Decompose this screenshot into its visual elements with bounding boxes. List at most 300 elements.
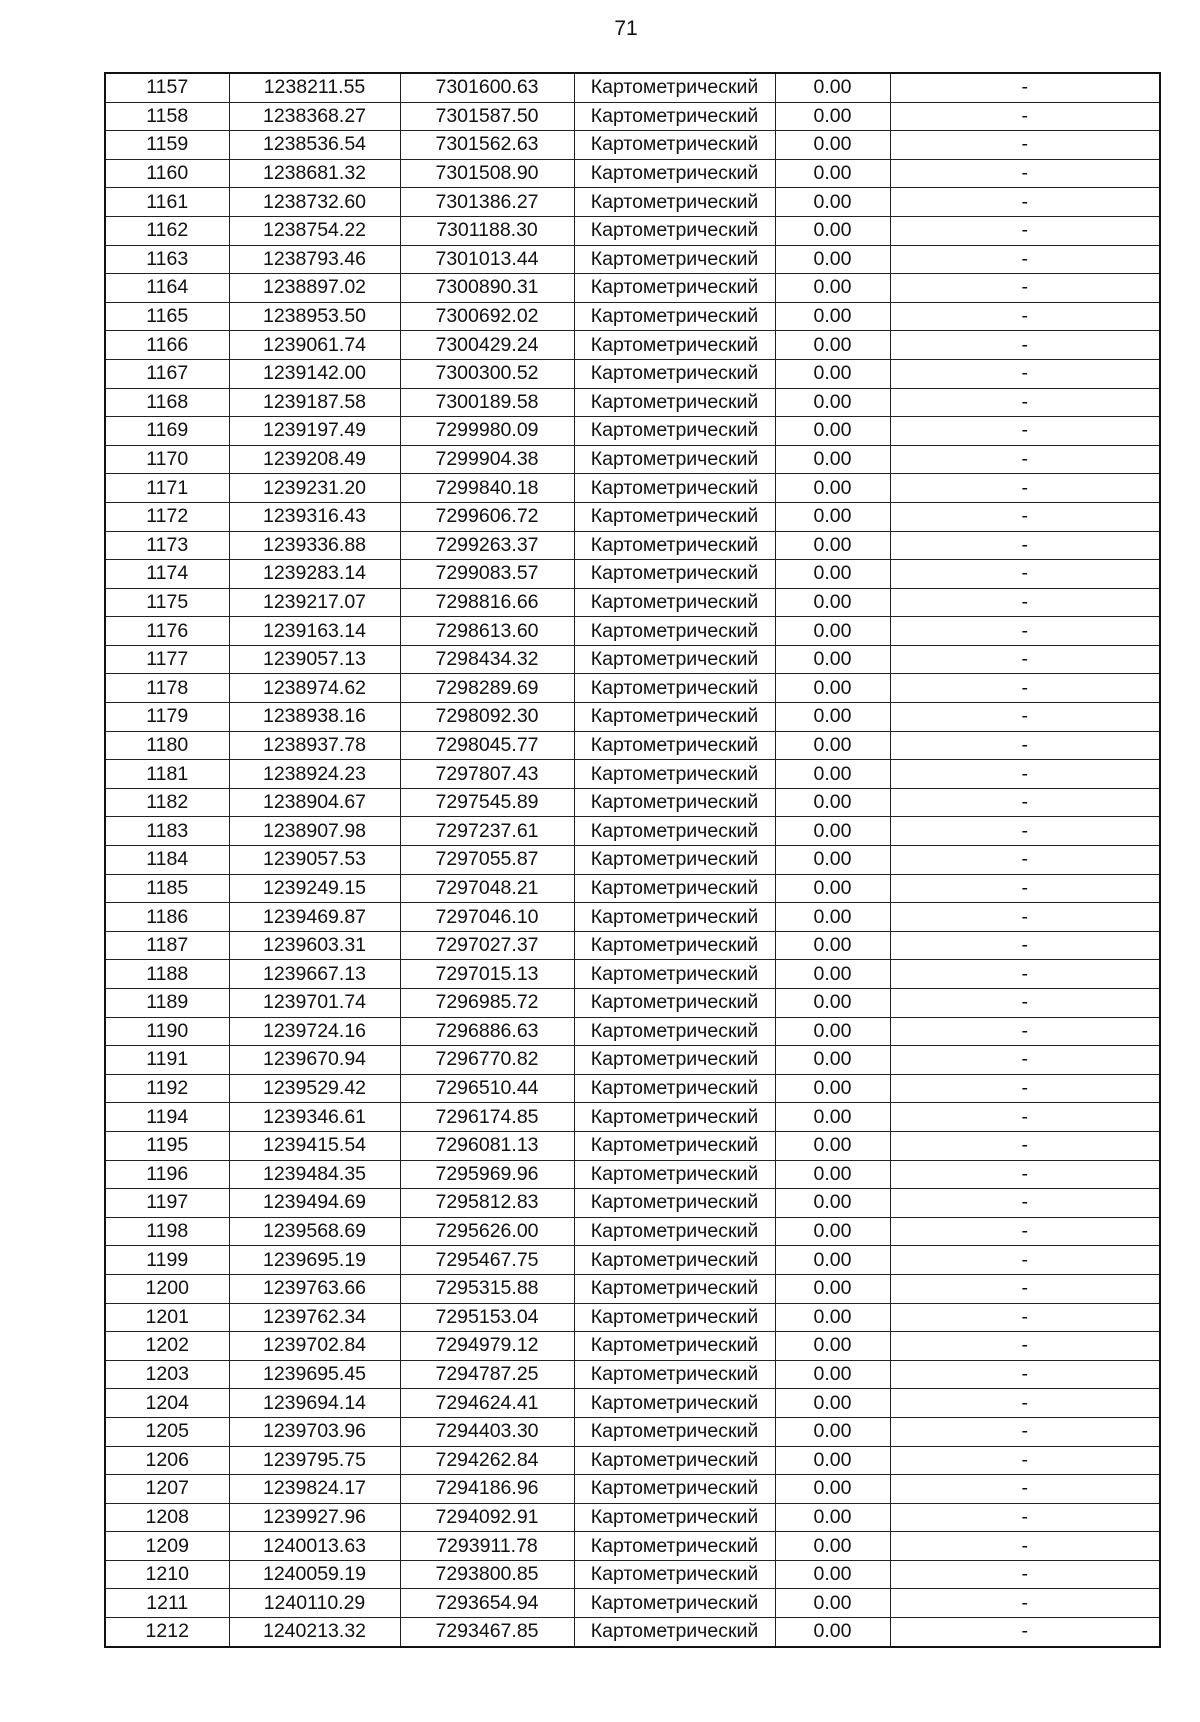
error-cell: 0.00	[775, 960, 890, 989]
y-coordinate-cell: 7293800.85	[400, 1560, 574, 1589]
y-coordinate-cell: 7300890.31	[400, 274, 574, 303]
description-cell: -	[890, 1389, 1160, 1418]
y-coordinate-cell: 7300300.52	[400, 359, 574, 388]
error-cell: 0.00	[775, 131, 890, 160]
method-cell: Картометрический	[574, 560, 775, 589]
table-row	[105, 331, 1160, 360]
point-number-cell: 1181	[105, 760, 229, 789]
point-number-cell: 1176	[105, 617, 229, 646]
x-coordinate-cell: 1239695.19	[229, 1246, 400, 1275]
table-row	[105, 1046, 1160, 1075]
error-cell: 0.00	[775, 531, 890, 560]
point-number-cell: 1169	[105, 417, 229, 446]
table-row	[105, 989, 1160, 1018]
error-cell: 0.00	[775, 245, 890, 274]
method-cell: Картометрический	[574, 1160, 775, 1189]
error-cell: 0.00	[775, 302, 890, 331]
x-coordinate-cell: 1238907.98	[229, 817, 400, 846]
point-number-cell: 1206	[105, 1446, 229, 1475]
method-cell: Картометрический	[574, 1503, 775, 1532]
x-coordinate-cell: 1240013.63	[229, 1532, 400, 1561]
method-cell: Картометрический	[574, 960, 775, 989]
description-cell: -	[890, 1189, 1160, 1218]
method-cell: Картометрический	[574, 474, 775, 503]
method-cell: Картометрический	[574, 1589, 775, 1618]
description-cell: -	[890, 1532, 1160, 1561]
error-cell: 0.00	[775, 1303, 890, 1332]
error-cell: 0.00	[775, 703, 890, 732]
x-coordinate-cell: 1239415.54	[229, 1131, 400, 1160]
error-cell: 0.00	[775, 73, 890, 102]
point-number-cell: 1175	[105, 588, 229, 617]
method-cell: Картометрический	[574, 703, 775, 732]
method-cell: Картометрический	[574, 1417, 775, 1446]
description-cell: -	[890, 1475, 1160, 1504]
x-coordinate-cell: 1238924.23	[229, 760, 400, 789]
table-row	[105, 474, 1160, 503]
error-cell: 0.00	[775, 1618, 890, 1647]
method-cell: Картометрический	[574, 788, 775, 817]
x-coordinate-cell: 1239695.45	[229, 1360, 400, 1389]
x-coordinate-cell: 1240059.19	[229, 1560, 400, 1589]
method-cell: Картометрический	[574, 1131, 775, 1160]
description-cell: -	[890, 588, 1160, 617]
error-cell: 0.00	[775, 1360, 890, 1389]
y-coordinate-cell: 7294262.84	[400, 1446, 574, 1475]
point-number-cell: 1182	[105, 788, 229, 817]
error-cell: 0.00	[775, 1017, 890, 1046]
point-number-cell: 1167	[105, 359, 229, 388]
description-cell: -	[890, 1103, 1160, 1132]
x-coordinate-cell: 1239529.42	[229, 1074, 400, 1103]
error-cell: 0.00	[775, 674, 890, 703]
point-number-cell: 1188	[105, 960, 229, 989]
x-coordinate-cell: 1239197.49	[229, 417, 400, 446]
error-cell: 0.00	[775, 588, 890, 617]
method-cell: Картометрический	[574, 588, 775, 617]
description-cell: -	[890, 245, 1160, 274]
x-coordinate-cell: 1239568.69	[229, 1217, 400, 1246]
x-coordinate-cell: 1238368.27	[229, 102, 400, 131]
method-cell: Картометрический	[574, 131, 775, 160]
table-row	[105, 102, 1160, 131]
x-coordinate-cell: 1239670.94	[229, 1046, 400, 1075]
y-coordinate-cell: 7295315.88	[400, 1274, 574, 1303]
description-cell: -	[890, 1217, 1160, 1246]
x-coordinate-cell: 1238793.46	[229, 245, 400, 274]
table-row	[105, 1446, 1160, 1475]
method-cell: Картометрический	[574, 674, 775, 703]
method-cell: Картометрический	[574, 1274, 775, 1303]
error-cell: 0.00	[775, 216, 890, 245]
error-cell: 0.00	[775, 903, 890, 932]
description-cell: -	[890, 502, 1160, 531]
y-coordinate-cell: 7301386.27	[400, 188, 574, 217]
table-row	[105, 674, 1160, 703]
description-cell: -	[890, 1274, 1160, 1303]
description-cell: -	[890, 474, 1160, 503]
x-coordinate-cell: 1239494.69	[229, 1189, 400, 1218]
y-coordinate-cell: 7294403.30	[400, 1417, 574, 1446]
table-row	[105, 617, 1160, 646]
table-row	[105, 1532, 1160, 1561]
error-cell: 0.00	[775, 1103, 890, 1132]
x-coordinate-cell: 1239824.17	[229, 1475, 400, 1504]
method-cell: Картометрический	[574, 1017, 775, 1046]
table-row	[105, 1332, 1160, 1361]
method-cell: Картометрический	[574, 1532, 775, 1561]
error-cell: 0.00	[775, 502, 890, 531]
point-number-cell: 1196	[105, 1160, 229, 1189]
x-coordinate-cell: 1239603.31	[229, 931, 400, 960]
table-row	[105, 131, 1160, 160]
error-cell: 0.00	[775, 931, 890, 960]
x-coordinate-cell: 1238536.54	[229, 131, 400, 160]
description-cell: -	[890, 788, 1160, 817]
error-cell: 0.00	[775, 388, 890, 417]
x-coordinate-cell: 1238211.55	[229, 73, 400, 102]
description-cell: -	[890, 216, 1160, 245]
method-cell: Картометрический	[574, 331, 775, 360]
table-row	[105, 274, 1160, 303]
method-cell: Картометрический	[574, 645, 775, 674]
y-coordinate-cell: 7294092.91	[400, 1503, 574, 1532]
error-cell: 0.00	[775, 1131, 890, 1160]
description-cell: -	[890, 331, 1160, 360]
x-coordinate-cell: 1239057.13	[229, 645, 400, 674]
point-number-cell: 1174	[105, 560, 229, 589]
description-cell: -	[890, 817, 1160, 846]
method-cell: Картометрический	[574, 274, 775, 303]
point-number-cell: 1162	[105, 216, 229, 245]
x-coordinate-cell: 1238938.16	[229, 703, 400, 732]
page-number: 71	[614, 17, 638, 40]
description-cell: -	[890, 960, 1160, 989]
x-coordinate-cell: 1239667.13	[229, 960, 400, 989]
error-cell: 0.00	[775, 274, 890, 303]
description-cell: -	[890, 846, 1160, 875]
y-coordinate-cell: 7295812.83	[400, 1189, 574, 1218]
x-coordinate-cell: 1240110.29	[229, 1589, 400, 1618]
error-cell: 0.00	[775, 560, 890, 589]
point-number-cell: 1161	[105, 188, 229, 217]
y-coordinate-cell: 7297027.37	[400, 931, 574, 960]
error-cell: 0.00	[775, 188, 890, 217]
point-number-cell: 1205	[105, 1417, 229, 1446]
y-coordinate-cell: 7297046.10	[400, 903, 574, 932]
point-number-cell: 1180	[105, 731, 229, 760]
x-coordinate-cell: 1239163.14	[229, 617, 400, 646]
description-cell: -	[890, 1360, 1160, 1389]
method-cell: Картометрический	[574, 73, 775, 102]
x-coordinate-cell: 1239484.35	[229, 1160, 400, 1189]
error-cell: 0.00	[775, 417, 890, 446]
x-coordinate-cell: 1239249.15	[229, 874, 400, 903]
description-cell: -	[890, 1131, 1160, 1160]
x-coordinate-cell: 1239763.66	[229, 1274, 400, 1303]
error-cell: 0.00	[775, 331, 890, 360]
method-cell: Картометрический	[574, 1217, 775, 1246]
point-number-cell: 1199	[105, 1246, 229, 1275]
table-row	[105, 1017, 1160, 1046]
table-row	[105, 703, 1160, 732]
method-cell: Картометрический	[574, 903, 775, 932]
x-coordinate-cell: 1239795.75	[229, 1446, 400, 1475]
y-coordinate-cell: 7295626.00	[400, 1217, 574, 1246]
method-cell: Картометрический	[574, 245, 775, 274]
error-cell: 0.00	[775, 788, 890, 817]
y-coordinate-cell: 7297545.89	[400, 788, 574, 817]
x-coordinate-cell: 1239208.49	[229, 445, 400, 474]
error-cell: 0.00	[775, 1217, 890, 1246]
method-cell: Картометрический	[574, 1332, 775, 1361]
method-cell: Картометрический	[574, 188, 775, 217]
table-row	[105, 1274, 1160, 1303]
y-coordinate-cell: 7301188.30	[400, 216, 574, 245]
description-cell: -	[890, 1332, 1160, 1361]
x-coordinate-cell: 1239702.84	[229, 1332, 400, 1361]
method-cell: Картометрический	[574, 417, 775, 446]
x-coordinate-cell: 1238953.50	[229, 302, 400, 331]
table-row	[105, 417, 1160, 446]
point-number-cell: 1160	[105, 159, 229, 188]
table-row	[105, 1160, 1160, 1189]
error-cell: 0.00	[775, 1417, 890, 1446]
method-cell: Картометрический	[574, 1303, 775, 1332]
table-row	[105, 817, 1160, 846]
x-coordinate-cell: 1239336.88	[229, 531, 400, 560]
table-row	[105, 560, 1160, 589]
point-number-cell: 1159	[105, 131, 229, 160]
coordinates-table	[104, 72, 1161, 1648]
description-cell: -	[890, 1303, 1160, 1332]
table-row	[105, 788, 1160, 817]
error-cell: 0.00	[775, 1446, 890, 1475]
description-cell: -	[890, 1017, 1160, 1046]
table-row	[105, 1131, 1160, 1160]
method-cell: Картометрический	[574, 102, 775, 131]
y-coordinate-cell: 7296081.13	[400, 1131, 574, 1160]
description-cell: -	[890, 760, 1160, 789]
point-number-cell: 1168	[105, 388, 229, 417]
point-number-cell: 1208	[105, 1503, 229, 1532]
description-cell: -	[890, 1560, 1160, 1589]
error-cell: 0.00	[775, 817, 890, 846]
y-coordinate-cell: 7301562.63	[400, 131, 574, 160]
method-cell: Картометрический	[574, 1475, 775, 1504]
point-number-cell: 1212	[105, 1618, 229, 1647]
method-cell: Картометрический	[574, 445, 775, 474]
table-row	[105, 388, 1160, 417]
error-cell: 0.00	[775, 1160, 890, 1189]
point-number-cell: 1207	[105, 1475, 229, 1504]
description-cell: -	[890, 1074, 1160, 1103]
table-row	[105, 874, 1160, 903]
x-coordinate-cell: 1239316.43	[229, 502, 400, 531]
table-row	[105, 1074, 1160, 1103]
method-cell: Картометрический	[574, 216, 775, 245]
x-coordinate-cell: 1239142.00	[229, 359, 400, 388]
table-row	[105, 302, 1160, 331]
x-coordinate-cell: 1238681.32	[229, 159, 400, 188]
table-row	[105, 1303, 1160, 1332]
description-cell: -	[890, 1160, 1160, 1189]
method-cell: Картометрический	[574, 1246, 775, 1275]
description-cell: -	[890, 445, 1160, 474]
error-cell: 0.00	[775, 445, 890, 474]
method-cell: Картометрический	[574, 874, 775, 903]
point-number-cell: 1201	[105, 1303, 229, 1332]
table-row	[105, 960, 1160, 989]
y-coordinate-cell: 7296174.85	[400, 1103, 574, 1132]
y-coordinate-cell: 7299606.72	[400, 502, 574, 531]
y-coordinate-cell: 7296886.63	[400, 1017, 574, 1046]
point-number-cell: 1202	[105, 1332, 229, 1361]
error-cell: 0.00	[775, 846, 890, 875]
x-coordinate-cell: 1240213.32	[229, 1618, 400, 1647]
description-cell: -	[890, 417, 1160, 446]
x-coordinate-cell: 1238732.60	[229, 188, 400, 217]
method-cell: Картометрический	[574, 1618, 775, 1647]
y-coordinate-cell: 7300692.02	[400, 302, 574, 331]
method-cell: Картометрический	[574, 388, 775, 417]
method-cell: Картометрический	[574, 502, 775, 531]
point-number-cell: 1177	[105, 645, 229, 674]
description-cell: -	[890, 159, 1160, 188]
point-number-cell: 1211	[105, 1589, 229, 1618]
y-coordinate-cell: 7301587.50	[400, 102, 574, 131]
x-coordinate-cell: 1238974.62	[229, 674, 400, 703]
y-coordinate-cell: 7295969.96	[400, 1160, 574, 1189]
method-cell: Картометрический	[574, 1103, 775, 1132]
table-row	[105, 588, 1160, 617]
point-number-cell: 1190	[105, 1017, 229, 1046]
table-row	[105, 846, 1160, 875]
y-coordinate-cell: 7297015.13	[400, 960, 574, 989]
x-coordinate-cell: 1239469.87	[229, 903, 400, 932]
y-coordinate-cell: 7300189.58	[400, 388, 574, 417]
point-number-cell: 1172	[105, 502, 229, 531]
x-coordinate-cell: 1239187.58	[229, 388, 400, 417]
error-cell: 0.00	[775, 731, 890, 760]
method-cell: Картометрический	[574, 989, 775, 1018]
y-coordinate-cell: 7293911.78	[400, 1532, 574, 1561]
x-coordinate-cell: 1238904.67	[229, 788, 400, 817]
error-cell: 0.00	[775, 1532, 890, 1561]
y-coordinate-cell: 7297048.21	[400, 874, 574, 903]
table-row	[105, 760, 1160, 789]
table-row	[105, 73, 1160, 102]
point-number-cell: 1195	[105, 1131, 229, 1160]
method-cell: Картометрический	[574, 531, 775, 560]
table-row	[105, 1389, 1160, 1418]
point-number-cell: 1183	[105, 817, 229, 846]
error-cell: 0.00	[775, 1274, 890, 1303]
point-number-cell: 1200	[105, 1274, 229, 1303]
point-number-cell: 1179	[105, 703, 229, 732]
method-cell: Картометрический	[574, 159, 775, 188]
table-row	[105, 359, 1160, 388]
table-row	[105, 1246, 1160, 1275]
description-cell: -	[890, 102, 1160, 131]
point-number-cell: 1186	[105, 903, 229, 932]
y-coordinate-cell: 7298092.30	[400, 703, 574, 732]
method-cell: Картометрический	[574, 731, 775, 760]
error-cell: 0.00	[775, 1189, 890, 1218]
y-coordinate-cell: 7295153.04	[400, 1303, 574, 1332]
table-row	[105, 1217, 1160, 1246]
y-coordinate-cell: 7296510.44	[400, 1074, 574, 1103]
error-cell: 0.00	[775, 1503, 890, 1532]
table-row	[105, 903, 1160, 932]
y-coordinate-cell: 7299904.38	[400, 445, 574, 474]
method-cell: Картометрический	[574, 1046, 775, 1075]
error-cell: 0.00	[775, 989, 890, 1018]
point-number-cell: 1189	[105, 989, 229, 1018]
y-coordinate-cell: 7296770.82	[400, 1046, 574, 1075]
method-cell: Картометрический	[574, 302, 775, 331]
table-row	[105, 245, 1160, 274]
table-row	[105, 159, 1160, 188]
y-coordinate-cell: 7296985.72	[400, 989, 574, 1018]
error-cell: 0.00	[775, 1246, 890, 1275]
error-cell: 0.00	[775, 1560, 890, 1589]
error-cell: 0.00	[775, 359, 890, 388]
y-coordinate-cell: 7294787.25	[400, 1360, 574, 1389]
description-cell: -	[890, 989, 1160, 1018]
description-cell: -	[890, 617, 1160, 646]
table-row	[105, 1560, 1160, 1589]
method-cell: Картометрический	[574, 817, 775, 846]
description-cell: -	[890, 1246, 1160, 1275]
description-cell: -	[890, 903, 1160, 932]
point-number-cell: 1187	[105, 931, 229, 960]
point-number-cell: 1210	[105, 1560, 229, 1589]
point-number-cell: 1163	[105, 245, 229, 274]
description-cell: -	[890, 1046, 1160, 1075]
method-cell: Картометрический	[574, 1389, 775, 1418]
method-cell: Картометрический	[574, 760, 775, 789]
x-coordinate-cell: 1239762.34	[229, 1303, 400, 1332]
description-cell: -	[890, 274, 1160, 303]
description-cell: -	[890, 73, 1160, 102]
table-row	[105, 1417, 1160, 1446]
y-coordinate-cell: 7299840.18	[400, 474, 574, 503]
point-number-cell: 1173	[105, 531, 229, 560]
point-number-cell: 1194	[105, 1103, 229, 1132]
y-coordinate-cell: 7294979.12	[400, 1332, 574, 1361]
description-cell: -	[890, 359, 1160, 388]
error-cell: 0.00	[775, 874, 890, 903]
x-coordinate-cell: 1239346.61	[229, 1103, 400, 1132]
description-cell: -	[890, 302, 1160, 331]
description-cell: -	[890, 645, 1160, 674]
error-cell: 0.00	[775, 645, 890, 674]
description-cell: -	[890, 874, 1160, 903]
description-cell: -	[890, 531, 1160, 560]
y-coordinate-cell: 7298613.60	[400, 617, 574, 646]
method-cell: Картометрический	[574, 1560, 775, 1589]
table-row	[105, 1618, 1160, 1647]
description-cell: -	[890, 388, 1160, 417]
error-cell: 0.00	[775, 102, 890, 131]
description-cell: -	[890, 560, 1160, 589]
y-coordinate-cell: 7301508.90	[400, 159, 574, 188]
description-cell: -	[890, 1446, 1160, 1475]
description-cell: -	[890, 1503, 1160, 1532]
error-cell: 0.00	[775, 760, 890, 789]
y-coordinate-cell: 7300429.24	[400, 331, 574, 360]
